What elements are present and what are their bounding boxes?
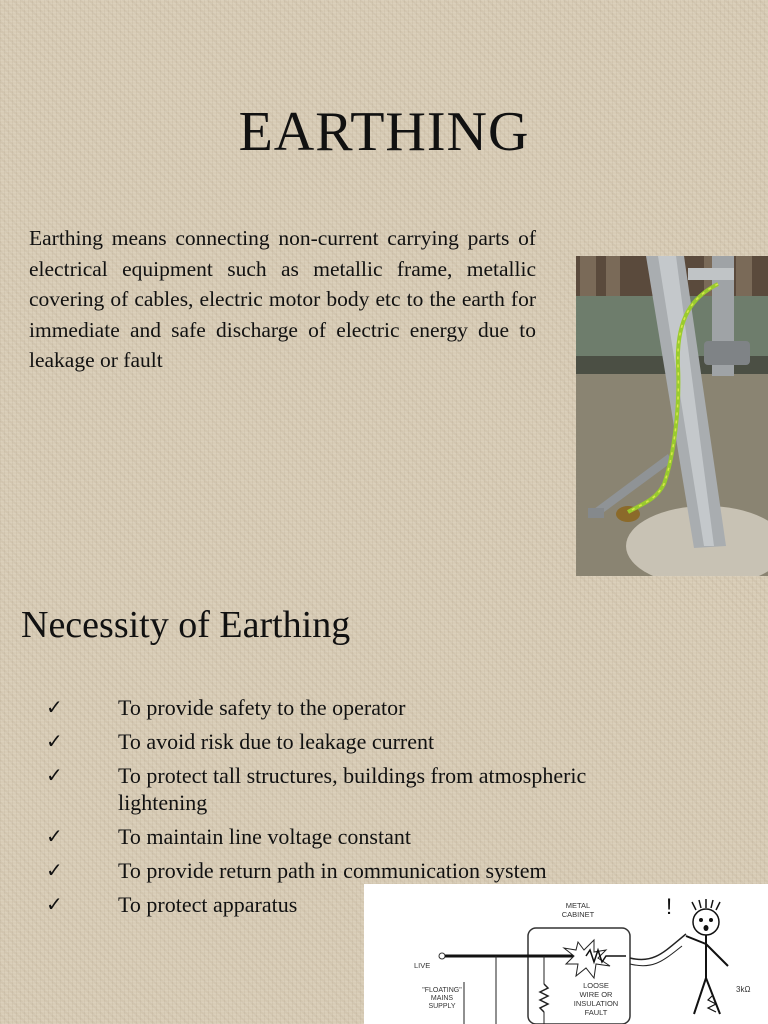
page-title: EARTHING bbox=[238, 101, 530, 163]
list-item: ✓ To protect apparatus bbox=[46, 892, 298, 917]
check-icon: ✓ bbox=[46, 763, 63, 787]
list-item: ✓ To avoid risk due to leakage current bbox=[46, 729, 435, 754]
fault-label-2: WIRE OR bbox=[579, 990, 613, 999]
check-icon: ✓ bbox=[46, 892, 63, 916]
list-item: ✓ To protect tall structures, buildings from atmospheric lightening bbox=[46, 763, 587, 815]
section-heading: Necessity of Earthing bbox=[21, 604, 351, 646]
intro-paragraph: Earthing means connecting non-current carrying parts of electrical equipment such as metallic frame, metallic covering of cables, electric motor body etc to the earth for immediate and safe discharge of electric energy due to leakage or fault bbox=[29, 226, 536, 372]
earthing-photo bbox=[576, 256, 768, 576]
cabinet-label-1: METAL bbox=[565, 901, 591, 910]
floating-label-2: MAINS bbox=[430, 995, 454, 1002]
floating-label-3: SUPPLY bbox=[428, 1003, 456, 1010]
check-icon: ✓ bbox=[46, 824, 63, 848]
cabinet-label-2: CABINET bbox=[561, 910, 595, 919]
list-item: ✓ To provide return path in communication system bbox=[46, 858, 547, 883]
list-item: ✓ To provide safety to the operator bbox=[46, 695, 406, 720]
fault-label-1: LOOSE bbox=[583, 981, 609, 990]
check-icon: ✓ bbox=[46, 858, 63, 882]
fault-label-4: FAULT bbox=[584, 1008, 608, 1017]
warning-icon: ! bbox=[666, 894, 673, 919]
floating-label-1: "FLOATING" bbox=[422, 987, 462, 994]
list-item: ✓ To maintain line voltage constant bbox=[46, 824, 411, 849]
check-icon: ✓ bbox=[46, 729, 63, 753]
live-label: LIVE bbox=[414, 961, 431, 970]
fault-diagram bbox=[364, 884, 768, 1024]
resistance-label: 3kΩ bbox=[736, 985, 751, 994]
fault-label-3: INSULATION bbox=[573, 999, 619, 1008]
check-icon: ✓ bbox=[46, 695, 63, 719]
